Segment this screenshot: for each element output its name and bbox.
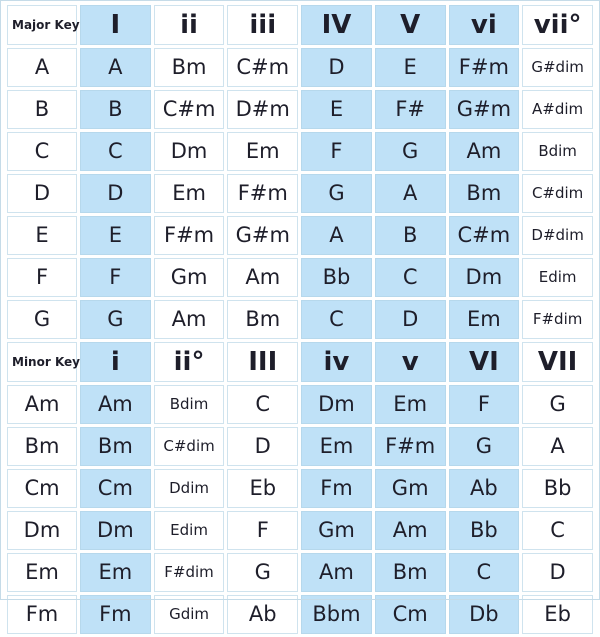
minor-table-row [7, 469, 593, 508]
minor-degree-header: VII [522, 342, 593, 382]
major-chord-cell: A [301, 216, 372, 255]
major-chord-cell: F [80, 258, 151, 297]
minor-chord-cell: Eb [227, 469, 298, 508]
major-chord-cell: D [301, 48, 372, 87]
major-degree-header: iii [227, 5, 298, 45]
major-chord-cell: F#dim [522, 300, 593, 339]
major-degree-header: vii° [522, 5, 593, 45]
major-chord-cell: G [301, 174, 372, 213]
minor-chord-cell: Dm [301, 385, 372, 424]
major-chord-cell: Bb [301, 258, 372, 297]
major-chord-cell: E [301, 90, 372, 129]
minor-header-row [7, 342, 593, 382]
minor-chord-cell: G [227, 553, 298, 592]
minor-chord-cell: Am [80, 385, 151, 424]
minor-key-name-cell: Em [7, 553, 77, 592]
major-degree-header: V [375, 5, 446, 45]
major-chord-cell: F#m [227, 174, 298, 213]
major-chord-cell: Am [154, 300, 225, 339]
minor-chord-cell: Em [301, 427, 372, 466]
major-chord-cell: E [80, 216, 151, 255]
major-chord-cell: D#m [227, 90, 298, 129]
minor-chord-cell: Am [301, 553, 372, 592]
major-key-name-cell: C [7, 132, 77, 171]
minor-chord-cell: Ab [227, 595, 298, 634]
minor-chord-cell: Edim [154, 511, 225, 550]
major-key-label: Major Key [7, 5, 77, 45]
major-key-name-cell: E [7, 216, 77, 255]
minor-degree-header: v [375, 342, 446, 382]
minor-chord-cell: D [522, 553, 593, 592]
major-degree-header: IV [301, 5, 372, 45]
minor-key-name-cell: Bm [7, 427, 77, 466]
major-chord-cell: D [80, 174, 151, 213]
major-chord-cell: Dm [154, 132, 225, 171]
minor-chord-cell: Bdim [154, 385, 225, 424]
minor-chord-cell: Fm [301, 469, 372, 508]
minor-chord-cell: Gm [375, 469, 446, 508]
major-chord-cell: C#dim [522, 174, 593, 213]
minor-chord-cell: Am [375, 511, 446, 550]
major-chord-cell: Bm [154, 48, 225, 87]
minor-chord-cell: Bb [449, 511, 520, 550]
minor-degree-header: iv [301, 342, 372, 382]
major-degree-header: ii [154, 5, 225, 45]
major-chord-cell: A [80, 48, 151, 87]
minor-chord-cell: C#dim [154, 427, 225, 466]
major-chord-cell: C [301, 300, 372, 339]
major-chord-cell: Gm [154, 258, 225, 297]
major-chord-cell: A [375, 174, 446, 213]
minor-chord-cell: D [227, 427, 298, 466]
major-key-name-cell: A [7, 48, 77, 87]
major-chord-cell: D [375, 300, 446, 339]
major-table-row [7, 48, 593, 87]
major-key-name-cell: B [7, 90, 77, 129]
major-chord-cell: Em [154, 174, 225, 213]
minor-chord-cell: Cm [375, 595, 446, 634]
minor-chord-cell: Bbm [301, 595, 372, 634]
minor-degree-header: III [227, 342, 298, 382]
major-chord-cell: G#dim [522, 48, 593, 87]
minor-chord-cell: C [227, 385, 298, 424]
major-chord-cell: Edim [522, 258, 593, 297]
minor-key-name-cell: Dm [7, 511, 77, 550]
minor-key-label: Minor Key [7, 342, 77, 382]
major-chord-cell: G [375, 132, 446, 171]
minor-chord-cell: Cm [80, 469, 151, 508]
minor-degree-header: i [80, 342, 151, 382]
minor-chord-cell: Fm [80, 595, 151, 634]
minor-table-row [7, 427, 593, 466]
major-chord-cell: B [80, 90, 151, 129]
minor-degree-header: VI [449, 342, 520, 382]
minor-key-name-cell: Fm [7, 595, 77, 634]
major-chord-cell: F#m [449, 48, 520, 87]
minor-chord-cell: Em [375, 385, 446, 424]
major-table-row [7, 300, 593, 339]
major-chord-cell: Am [227, 258, 298, 297]
major-chord-cell: C#m [449, 216, 520, 255]
minor-chord-cell: C [449, 553, 520, 592]
major-chord-cell: D#dim [522, 216, 593, 255]
minor-chord-cell: Db [449, 595, 520, 634]
minor-chord-cell: G [449, 427, 520, 466]
major-chord-cell: Bm [227, 300, 298, 339]
major-degree-header: vi [449, 5, 520, 45]
major-chord-cell: G [80, 300, 151, 339]
major-chord-cell: Dm [449, 258, 520, 297]
major-table-row [7, 174, 593, 213]
major-table-row [7, 216, 593, 255]
major-chord-cell: Am [449, 132, 520, 171]
major-degree-header: I [80, 5, 151, 45]
minor-chord-cell: Gm [301, 511, 372, 550]
major-table-row [7, 132, 593, 171]
major-chord-cell: F#m [154, 216, 225, 255]
minor-chord-cell: Eb [522, 595, 593, 634]
major-chord-cell: C#m [227, 48, 298, 87]
minor-chord-cell: F [227, 511, 298, 550]
minor-chord-cell: Bm [80, 427, 151, 466]
minor-chord-cell: G [522, 385, 593, 424]
major-key-name-cell: F [7, 258, 77, 297]
minor-chord-cell: Ab [449, 469, 520, 508]
major-chord-cell: E [375, 48, 446, 87]
minor-chord-cell: C [522, 511, 593, 550]
major-header-row [7, 5, 593, 45]
minor-chord-cell: F [449, 385, 520, 424]
major-table-row [7, 258, 593, 297]
major-chord-cell: Bdim [522, 132, 593, 171]
major-chord-cell: Em [449, 300, 520, 339]
minor-chord-cell: Bm [375, 553, 446, 592]
major-chord-cell: G#m [227, 216, 298, 255]
major-table-row [7, 90, 593, 129]
minor-chord-cell: A [522, 427, 593, 466]
minor-chord-cell: Gdim [154, 595, 225, 634]
major-chord-cell: Em [227, 132, 298, 171]
major-key-name-cell: D [7, 174, 77, 213]
major-chord-cell: G#m [449, 90, 520, 129]
minor-chord-cell: Dm [80, 511, 151, 550]
minor-key-name-cell: Cm [7, 469, 77, 508]
minor-chord-cell: Em [80, 553, 151, 592]
major-chord-cell: B [375, 216, 446, 255]
minor-degree-header: ii° [154, 342, 225, 382]
major-chord-cell: C#m [154, 90, 225, 129]
minor-table-row [7, 595, 593, 634]
minor-chord-cell: Bb [522, 469, 593, 508]
minor-chord-cell: Ddim [154, 469, 225, 508]
minor-table-row [7, 511, 593, 550]
major-chord-cell: A#dim [522, 90, 593, 129]
major-chord-cell: F [301, 132, 372, 171]
major-chord-cell: C [80, 132, 151, 171]
major-chord-cell: Bm [449, 174, 520, 213]
major-key-name-cell: G [7, 300, 77, 339]
minor-chord-cell: F#m [375, 427, 446, 466]
minor-chord-cell: F#dim [154, 553, 225, 592]
major-chord-cell: C [375, 258, 446, 297]
key-chord-table [4, 2, 596, 637]
minor-table-row [7, 553, 593, 592]
minor-table-row [7, 385, 593, 424]
major-chord-cell: F# [375, 90, 446, 129]
minor-key-name-cell: Am [7, 385, 77, 424]
